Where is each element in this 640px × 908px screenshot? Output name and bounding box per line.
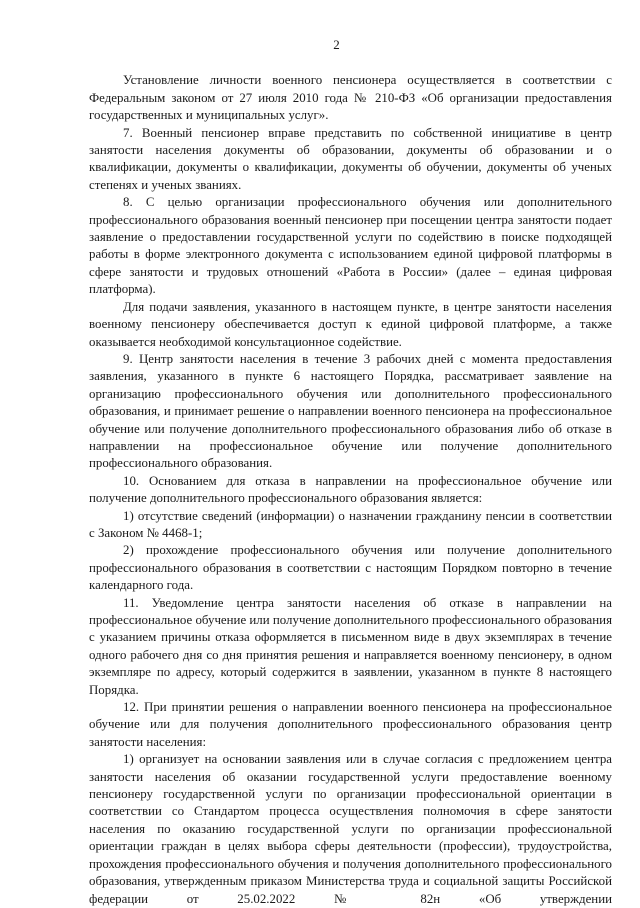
paragraph-10: 10. Основанием для отказа в направлении на профессиональное обучение или получение дополнительного профессионального образования является:: [89, 473, 612, 506]
paragraph-identity: Установление личности военного пенсионера осуществляется в соответствии с Федеральным законом от 27 июля 2010 года № 210-ФЗ «Об организации предоставления государственных и муниципальных услуг».: [89, 73, 612, 123]
page-number: 2: [333, 37, 340, 52]
paragraph-8: 8. С целью организации профессионального обучения или дополнительного профессионального образования военный пенсионер при посещении центра занятости подает заявление о предоставлении государственной услуги по содействию в поиске подходящей работы в форме электронного документа с использованием единой цифровой платформы в сфере занятости и трудовых отношений «Работа в России» (далее – единая цифровая платформа).: [89, 195, 612, 297]
paragraph-10-item-2: 2) прохождение профессионального обучения или получение дополнительного профессионального образования в соответствии с настоящим Порядком повторно в течение календарного года.: [89, 543, 612, 593]
paragraph-10-item-1: 1) отсутствие сведений (информации) о назначении гражданину пенсии в соответствии с Законом № 4468-1;: [89, 508, 612, 540]
paragraph-7: 7. Военный пенсионер вправе представить по собственной инициативе в центр занятости населения документы об образовании, документы об образовании и о квалификации, документы о квалификации, документы об обучении, документы об ученых степенях и ученых званиях.: [89, 125, 612, 192]
paragraph-12-item-1: 1) организует на основании заявления или в случае согласия с предложением центра занятости населения об оказании государственной услуги предоставление военному пенсионеру государственной услуги по организации профессиональной ориентации в соответствии со Стандартом процесса осуществления полномочия в сфере занятости населения по оказанию государственной услуги по организации профессиональной ориентации граждан в целях выбора сферы деятельности (профессии), трудоустройства, прохождения профессионального обучения и получения дополнительного профессионального образования, утвержденным приказом Министерства труда и социальной защиты Российской федерации от 25.02.2022 № 82н «Об утверждении: [89, 752, 612, 906]
paragraph-12: 12. При принятии решения о направлении военного пенсионера на профессиональное обучение или для получения дополнительного профессионального образования центр занятости населения:: [89, 700, 612, 749]
paragraph-8-access: Для подачи заявления, указанного в настоящем пункте, в центре занятости населения военному пенсионеру обеспечивается доступ к единой цифровой платформе, а также оказывается необходимой консультационное содействие.: [89, 299, 612, 349]
paragraph-9: 9. Центр занятости населения в течение 3 рабочих дней с момента предоставления заявления, указанного в пункте 6 настоящего Порядка, рассматривает заявление на организацию профессионального обучения или дополнительного профессионального образования, и принимает решение о направлении военного пенсионера на профессиональное обучение или получение дополнительного профессионального образования либо об отказе в направлении на профессиональное обучение или получение дополнительного профессионального образования.: [89, 351, 612, 471]
paragraph-11: 11. Уведомление центра занятости населения об отказе в направлении на профессиональное обучение или получение дополнительного профессионального образования с указанием причины отказа оформляется в письменном виде в двух экземплярах в течение одного рабочего дня со дня принятия решения и направляется военному пенсионеру, в одном экземпляре по адресу, который содержится в заявлении, указанном в пункте 8 настоящего Порядка.: [89, 595, 612, 697]
